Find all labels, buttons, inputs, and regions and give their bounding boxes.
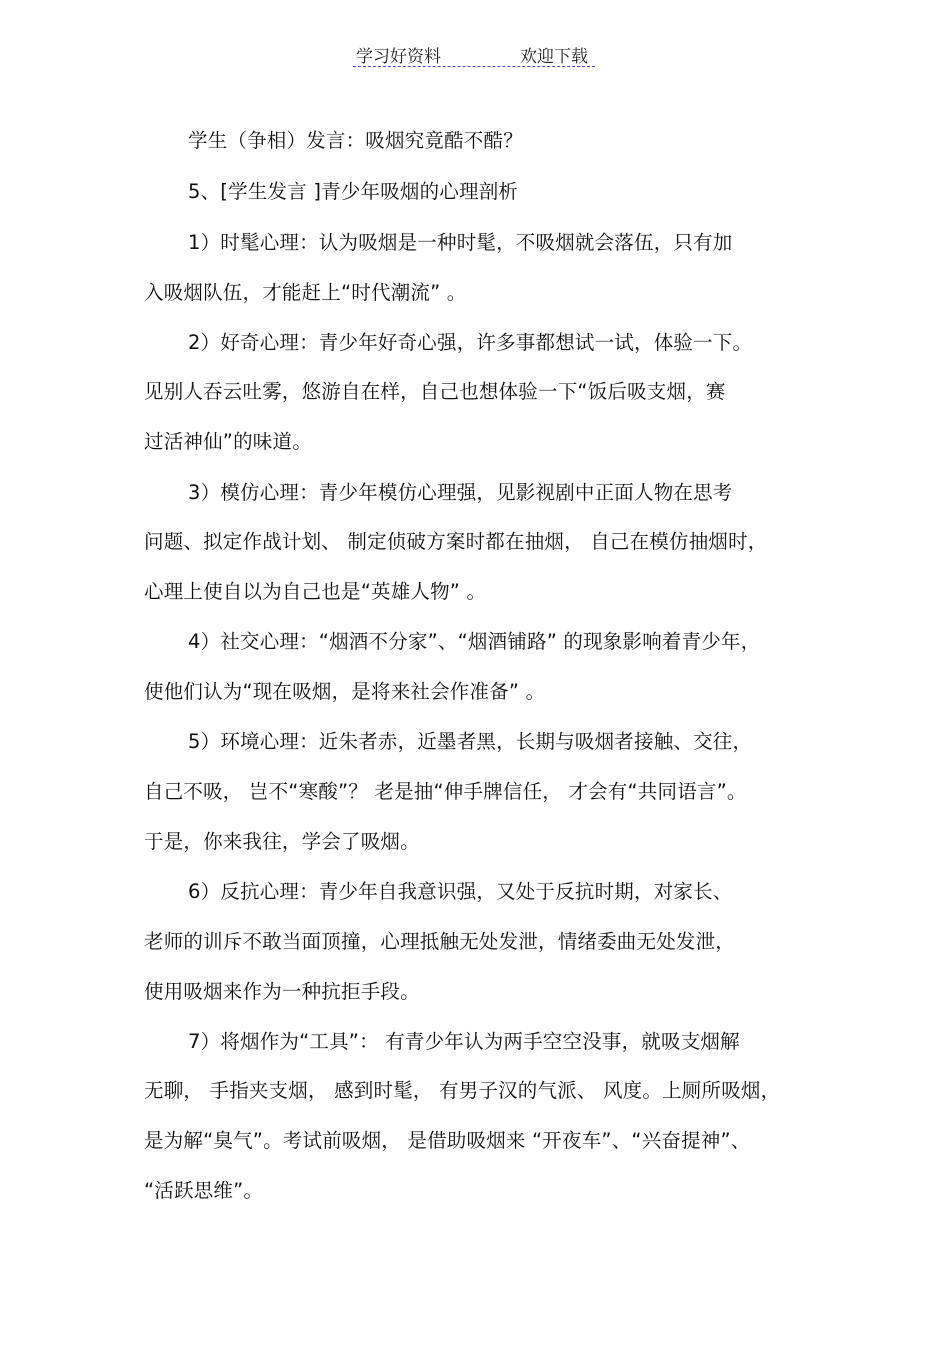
section-heading: 5、[学生发言 ]青少年吸烟的心理剖析 (188, 180, 519, 203)
paragraph-line: 4）社交心理：“烟酒不分家”、“烟酒铺路” 的现象影响着青少年， (188, 630, 761, 653)
paragraph-line: 问题、拟定作战计划、 制定侦破方案时都在抽烟， 自己在模仿抽烟时， (144, 530, 768, 553)
paragraph-line: 于是，你来我往，学会了吸烟。 (144, 830, 420, 853)
paragraph-line: 3）模仿心理：青少年模仿心理强，见影视剧中正面人物在思考 (188, 481, 733, 504)
paragraph-line: 1）时髦心理：认为吸烟是一种时髦，不吸烟就会落伍，只有加 (188, 231, 733, 254)
paragraph-line: 6）反抗心理：青少年自我意识强，又处于反抗时期，对家长、 (188, 880, 733, 903)
paragraph-line: 7）将烟作为“工具”： 有青少年认为两手空空没事，就吸支烟解 (188, 1030, 740, 1053)
paragraph-line: 见别人吞云吐雾，悠游自在样，自己也想体验一下“饭后吸支烟，赛 (144, 380, 726, 403)
page-header (353, 40, 595, 67)
paragraph-line: 无聊， 手指夹支烟， 感到时髦， 有男子汉的气派、 风度。上厕所吸烟， (144, 1079, 781, 1102)
header-left-text: 学习好资料 (356, 47, 441, 67)
paragraph-line: “活跃思维”。 (144, 1179, 264, 1202)
paragraph-line: 使用吸烟来作为一种抗拒手段。 (144, 980, 420, 1003)
paragraph-line: 入吸烟队伍，才能赶上“时代潮流” 。 (144, 281, 467, 304)
paragraph-line: 使他们认为“现在吸烟，是将来社会作准备” 。 (144, 680, 546, 703)
paragraph-line: 5）环境心理：近朱者赤，近墨者黑，长期与吸烟者接触、交往， (188, 730, 753, 753)
paragraph-line: 自己不吸， 岂不“寒酸”？ 老是抽“伸手牌信任， 才会有“共同语言”。 (144, 780, 747, 803)
header-right-text: 欢迎下载 (520, 47, 588, 67)
paragraph-line: 过活神仙”的味道。 (144, 430, 312, 453)
paragraph-line: 是为解“臭气”。考试前吸烟， 是借助吸烟来 “开夜车”、“兴奋提神”、 (144, 1129, 751, 1152)
paragraph-line: 老师的训斥不敢当面顶撞，心理抵触无处发泄，情绪委曲无处发泄， (144, 930, 736, 953)
paragraph-line: 心理上使自以为自己也是“英雄人物” 。 (144, 580, 487, 603)
paragraph-line: 学生（争相）发言：吸烟究竟酷不酷？ (188, 129, 523, 152)
paragraph-line: 2）好奇心理：青少年好奇心强，许多事都想试一试，体验一下。 (188, 331, 753, 354)
